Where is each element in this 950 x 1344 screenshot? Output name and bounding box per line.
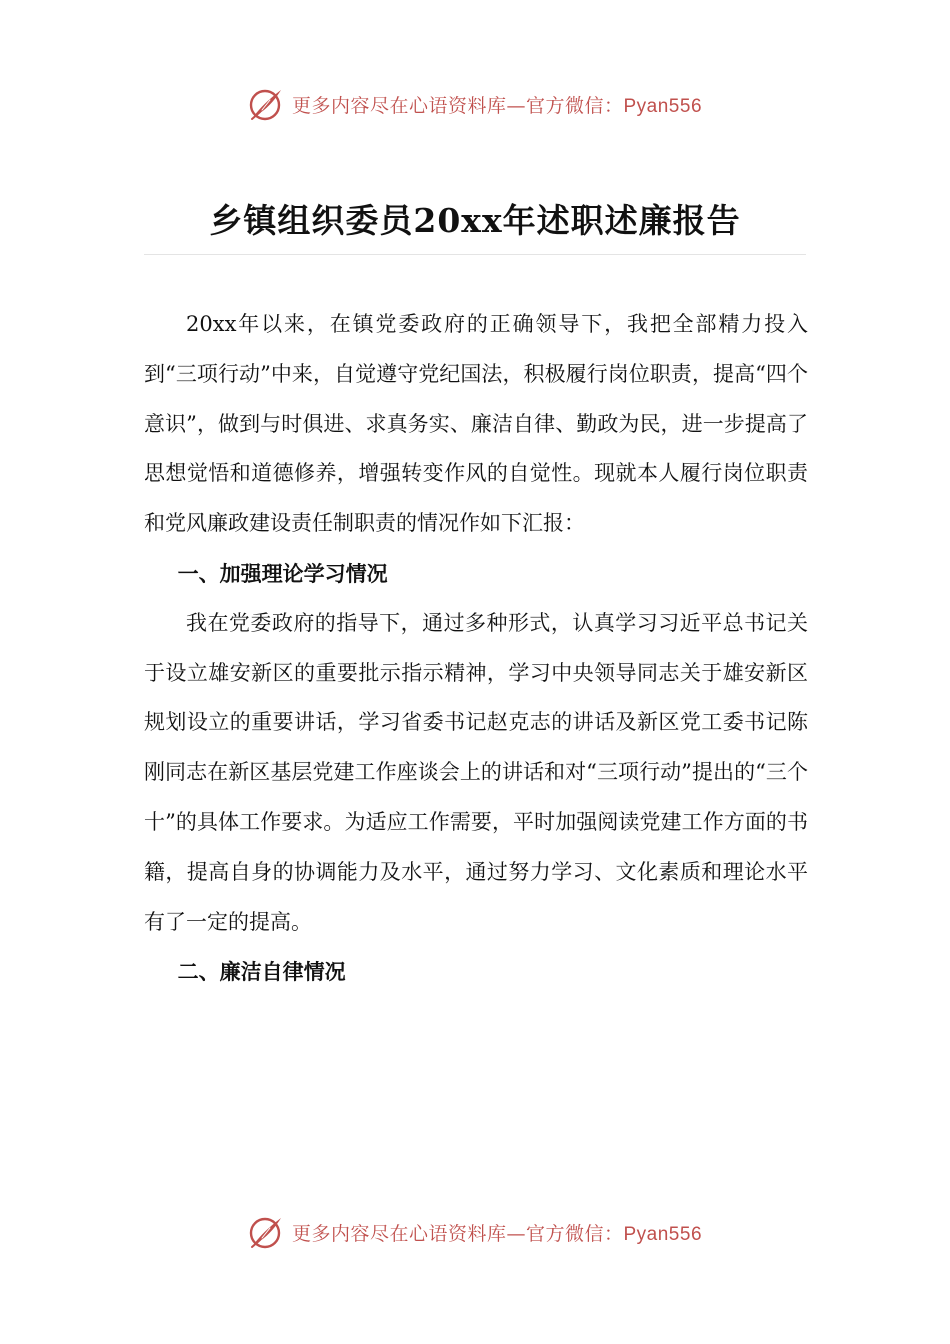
- intro-paragraph: 20xx年以来，在镇党委政府的正确领导下，我把全部精力投入到“三项行动”中来，自觉遵守党纪国法，积极履行岗位职责，提高“四个意识”，做到与时俱进、求真务实、廉洁自律、勤政为民，进一步提高了思想觉悟和道德修养，增强转变作风的自觉性。现就本人履行岗位职责和党风廉政建设责任制职责的情况作如下汇报：: [144, 312, 808, 536]
- section-heading-2: 二、廉洁自律情况: [177, 959, 346, 985]
- watermark-contact-label: 官方微信：: [525, 94, 624, 117]
- quill-logo-icon: [248, 1214, 284, 1250]
- quill-logo-icon: [248, 86, 284, 122]
- watermark-separator: —: [506, 1222, 526, 1245]
- watermark-contact-id: Pyan556: [623, 95, 703, 117]
- watermark-site-name: 更多内容尽在心语资料库: [291, 1222, 507, 1245]
- header-watermark: [0, 84, 950, 124]
- watermark-text: [292, 91, 702, 118]
- section-heading-1: 一、加强理论学习情况: [177, 560, 388, 586]
- watermark-separator: —: [506, 94, 526, 117]
- watermark-site-name: 更多内容尽在心语资料库: [291, 94, 507, 117]
- footer-watermark: [0, 1212, 950, 1252]
- section-1-paragraph: 我在党委政府的指导下，通过多种形式，认真学习习近平总书记关于设立雄安新区的重要批示指示精神，学习中央领导同志关于雄安新区规划设立的重要讲话，学习省委书记赵克志的讲话及新区党工委书记陈刚同志在新区基层党建工作座谈会上的讲话和对“三项行动”提出的“三个十”的具体工作要求。为适应工作需要，平时加强阅读党建工作方面的书籍，提高自身的协调能力及水平，通过努力学习、文化素质和理论水平有了一定的提高。: [144, 610, 808, 934]
- watermark-contact-id: Pyan556: [623, 1223, 703, 1245]
- title-divider: [144, 254, 806, 255]
- watermark-contact-label: 官方微信：: [525, 1222, 624, 1245]
- document-title: 乡镇组织委员20xx年述职述廉报告: [209, 201, 741, 240]
- watermark-text: [292, 1219, 702, 1246]
- document-body: [144, 300, 808, 997]
